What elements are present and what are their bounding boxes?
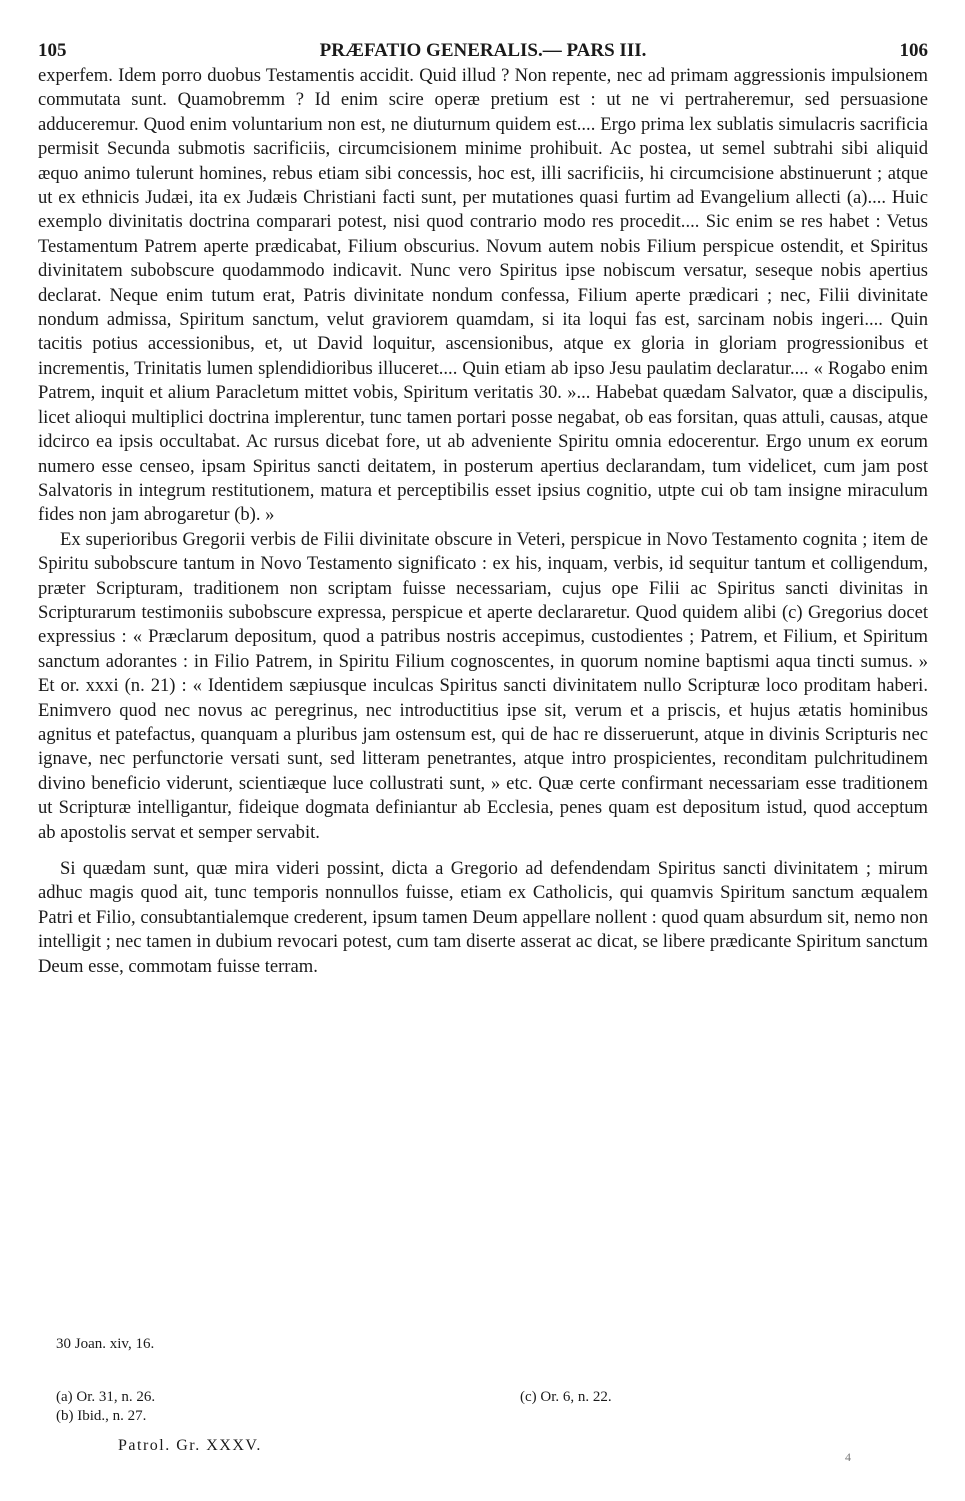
- signature-number: 4: [845, 1450, 851, 1464]
- page-number-left: 105: [38, 40, 67, 61]
- page: [38, 30, 928, 979]
- signature-mark: Patrol. Gr. XXXV.: [118, 1437, 262, 1454]
- main-text: [38, 64, 928, 979]
- notes-left-column: [56, 1388, 155, 1426]
- footnote-30: 30 Joan. xiv, 16.: [56, 1336, 155, 1352]
- running-title: PRÆFATIO GENERALIS.— PARS III.: [319, 40, 647, 61]
- page-number-right: 106: [899, 40, 928, 61]
- note-c: (c) Or. 6, n. 22.: [520, 1389, 612, 1405]
- note-a: (a) Or. 31, n. 26.: [56, 1389, 156, 1405]
- paragraph-1: experfem. Idem porro duobus Testamentis accidit. Quid illud ? Non repente, nec ad primam aggressionis impulsionem commutata sunt. Quamobremm ? Id enim scire operæ pretium est : ut ne vi pertraheremur, sed persuasione adduceremur. Quod enim voluntarium non est, ne diuturnum quidem est.... Ergo prima lex sublatis simulacris sacrificia permisit Secunda submotis sacrificiis, circumcisionem minime prohibuit. Ac postea, ut semel subtrahi sibi aliquid æquo animo tulerunt homines, rebus etiam sibi concessis, hoc est, illi sacrificiis, hi circumcisione abstinuerunt ; atque ut ex ethnicis Judæi, ita ex Judæis Christiani facti sunt, per mutationes quasi furtim ad Evangelium allecti (a).... Huic exemplo divinitatis doctrina comparari potest, nisi quod contrario modo res procedit.... Sic enim se res habet : Vetus Testamentum Patrem aperte prædicabat, Filium obscurius. Novum autem nobis Filium perspicue ostendit, et Spiritus divinitatem subobscure quodammodo indicavit. Nunc vero Spiritus ipse nobiscum versatur, seseque nobis apertius declarat. Neque enim tutum erat, Patris divinitate nondum confessa, Filium aperte prædicari ; nec, Filii divinitate nondum admissa, Spiritum sanctum, velut graviorem quamdam, si ita loqui fas est, sarcinam nobis ingeri.... Quin tacitis potius accessionibus, et, ut David loquitur, ascensionibus, atque ex gloria in gloriam progressionibus et incrementis, Trinitatis lumen splendidioribus illuceret.... Quin etiam ab ipso Jesu paulatim declaratur.... « Rogabo enim Patrem, inquit et alium Paracletum mittet vobis, Spiritum veritatis 30. »... Habebat quædam Salvator, quæ a discipulis, licet alioqui multiplici doctrina implerentur, tunc tamen portari posse negabat, ob eas forsitan, quas attuli, causas, atque idcirco ea ipsis occultabat. Ac rursus dicebat fore, ut ab adveniente Spiritu omnia edocerentur. Ergo unum ex eorum numero esse censeo, ipsam Spiritus sancti deitatem, in posterum apertius declarandam, tum videlicet, cum jam post Salvatoris in integrum restitutionem, matura et perceptibilis esset ipsius cognitio, utpte cui ob tam insigne miraculum fides non jam abrogaretur (b). »: [38, 65, 928, 526]
- paragraph-2: Ex superioribus Gregorii verbis de Filii divinitate obscure in Veteri, perspicue in Novo Testamento cognita ; item de Spiritu subobscure tantum in Novo Testamento significato : ex his, inquam, verbis, id sequitur tantum et colligendum, præter Scripturam, traditionem non scriptam fuisse necessariam, cujus ope Filii ac Spiritus sancti divinitas in Scripturarum testimoniis subobscure expressa, perspicue et aperte declararetur. Quod quidem alibi (c) Gregorius docet expressius : « Præclarum depositum, quod a patribus nostris accepimus, custodientes ; Patrem, et Filium, et Spiritum sanctum adorantes : in Filio Patrem, in Spiritu Filium cognoscentes, in quorum nomine baptismi aqua tincti sumus. » Et or. xxxi (n. 21) : « Identidem sæpiusque inculcas Spiritus sancti divinitatem nullo Scripturæ loco proditam haberi. Enimvero quod nec novus ac peregrinus, nec introductitius ipse sit, verum et a priscis, et hujus ætatis hominibus agnitus et patefactus, quanquam a pluribus jam ostensum est, qui de hac re disseruerunt, atque in divinis Scripturis nec ignave, nec perfunctorie versati sunt, sed litteram penetrantes, atque intro prospicientes, reconditam pulchritudinem divino beneficio viderunt, scientiæque luce collustrati sunt, » etc. Quæ certe confirmant necessariam esse traditionem ut Scripturæ intelligantur, fideique dogmata definiantur ab Ecclesia, penes quam est depositum istud, quod acceptum ab apostolis servat et semper servabit.: [38, 528, 928, 843]
- running-header: [38, 30, 928, 64]
- paragraph-3: Si quædam sunt, quæ mira videri possint, dicta a Gregorio ad defendendam Spiritus sancti divinitatem ; mirum adhuc magis quod ait, tunc temporis nonnullos fuisse, etiam ex Catholicis, qui quamvis Spiritum sanctum æqualem Patri et Filio, consubtantialemque crederent, ipsum tamen Deum appellare nollent : quod quam absurdum sit, nemo non intelligit ; nec tamen in dubium revocari potest, cum tam diserte asserat ac dicat, se libere prædicante Spiritum sanctum Deum esse, commotam fuisse terram.: [38, 858, 928, 977]
- notes-right-column: [520, 1388, 612, 1407]
- note-b: (b) Ibid., n. 27.: [56, 1408, 147, 1424]
